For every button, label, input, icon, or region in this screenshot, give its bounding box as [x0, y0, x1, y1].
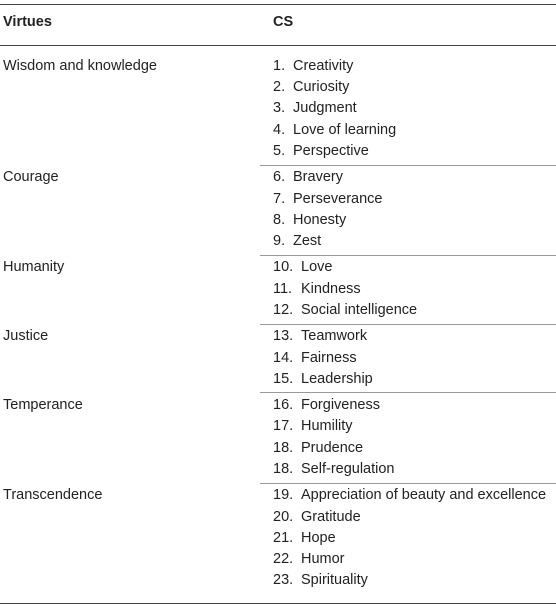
strength-item [273, 189, 382, 210]
virtue-label: Temperance [3, 397, 83, 414]
strength-item [273, 348, 357, 369]
group-separator [260, 392, 556, 393]
strength-item [273, 77, 349, 98]
strength-item [273, 459, 395, 480]
strength-item [273, 438, 363, 459]
strength-name: Love [301, 259, 333, 276]
strength-number: 12. [273, 301, 294, 318]
strength-item [273, 416, 353, 437]
strength-name: Creativity [293, 58, 354, 74]
header-cs: CS [273, 14, 294, 30]
strength-item [273, 326, 367, 347]
strength-name: Kindness [301, 280, 361, 297]
header-virtues: Virtues [3, 14, 52, 30]
group-separator [260, 324, 556, 325]
strength-name: Honesty [293, 211, 347, 228]
strength-number: 13. [273, 328, 294, 345]
strength-number: 3. [273, 100, 286, 117]
strength-name: Forgiveness [301, 397, 380, 414]
strength-item [273, 570, 368, 591]
strength-name: Curiosity [293, 79, 350, 96]
strength-number: 20. [273, 508, 294, 525]
strength-name: Self-regulation [301, 460, 395, 477]
strength-number: 10. [273, 259, 294, 276]
strength-item [273, 98, 357, 119]
strength-item [273, 141, 369, 162]
strength-number: 15. [273, 370, 294, 387]
strength-name: Bravery [293, 169, 343, 186]
strength-item [273, 279, 361, 300]
strength-name: Judgment [293, 100, 357, 117]
strength-name: Leadership [301, 370, 373, 387]
strength-number: 17. [273, 418, 294, 435]
strength-name: Gratitude [301, 508, 361, 525]
strength-name: Perspective [293, 142, 369, 159]
table-top-rule [0, 4, 556, 5]
strength-item [273, 56, 353, 77]
strength-item [273, 485, 546, 506]
strength-number: 1. [273, 58, 286, 74]
strength-item [273, 528, 336, 549]
strength-number: 19. [273, 487, 294, 504]
strength-item [273, 300, 417, 321]
strength-name: Hope [301, 529, 336, 546]
strength-number: 16. [273, 397, 294, 414]
strength-name: Teamwork [301, 328, 368, 345]
strength-item [273, 231, 321, 252]
table-bottom-rule [0, 603, 556, 604]
strength-number: 18. [273, 439, 294, 456]
strength-item [273, 210, 346, 231]
strength-number: 4. [273, 121, 286, 138]
strength-name: Fairness [301, 349, 357, 366]
strength-number: 22. [273, 550, 294, 567]
strength-name: Appreciation of beauty and excellence [301, 487, 547, 504]
strength-name: Spirituality [301, 572, 368, 589]
strength-number: 11. [273, 280, 293, 297]
strength-number: 21. [273, 529, 294, 546]
strength-name: Perseverance [293, 190, 383, 207]
group-separator [260, 165, 556, 166]
strength-name: Prudence [301, 439, 364, 456]
strength-item [273, 167, 343, 188]
header-rule [0, 45, 556, 46]
strength-number: 7. [273, 190, 286, 207]
virtue-label: Courage [3, 169, 59, 186]
strength-number: 9. [273, 232, 286, 249]
group-separator [260, 255, 556, 256]
strength-name: Humor [301, 550, 345, 567]
strength-number: 18. [273, 460, 294, 477]
virtue-label: Humanity [3, 259, 65, 276]
strength-number: 6. [273, 169, 286, 186]
strength-item [273, 395, 380, 416]
strength-name: Humility [301, 418, 353, 435]
strength-item [273, 120, 396, 141]
strength-name: Zest [293, 232, 322, 249]
strength-item [273, 549, 345, 570]
strength-number: 2. [273, 79, 286, 96]
strength-number: 5. [273, 142, 286, 159]
strength-name: Love of learning [293, 121, 397, 138]
strength-number: 14. [273, 349, 294, 366]
group-separator [260, 483, 556, 484]
virtue-label: Transcendence [3, 487, 103, 504]
strength-item [273, 369, 373, 390]
strength-item [273, 257, 332, 278]
strength-name: Social intelligence [301, 301, 418, 318]
strength-item [273, 507, 361, 528]
virtue-label: Justice [3, 328, 49, 345]
strength-number: 23. [273, 572, 294, 589]
strength-number: 8. [273, 211, 286, 228]
virtue-label: Wisdom and knowledge [3, 58, 157, 74]
